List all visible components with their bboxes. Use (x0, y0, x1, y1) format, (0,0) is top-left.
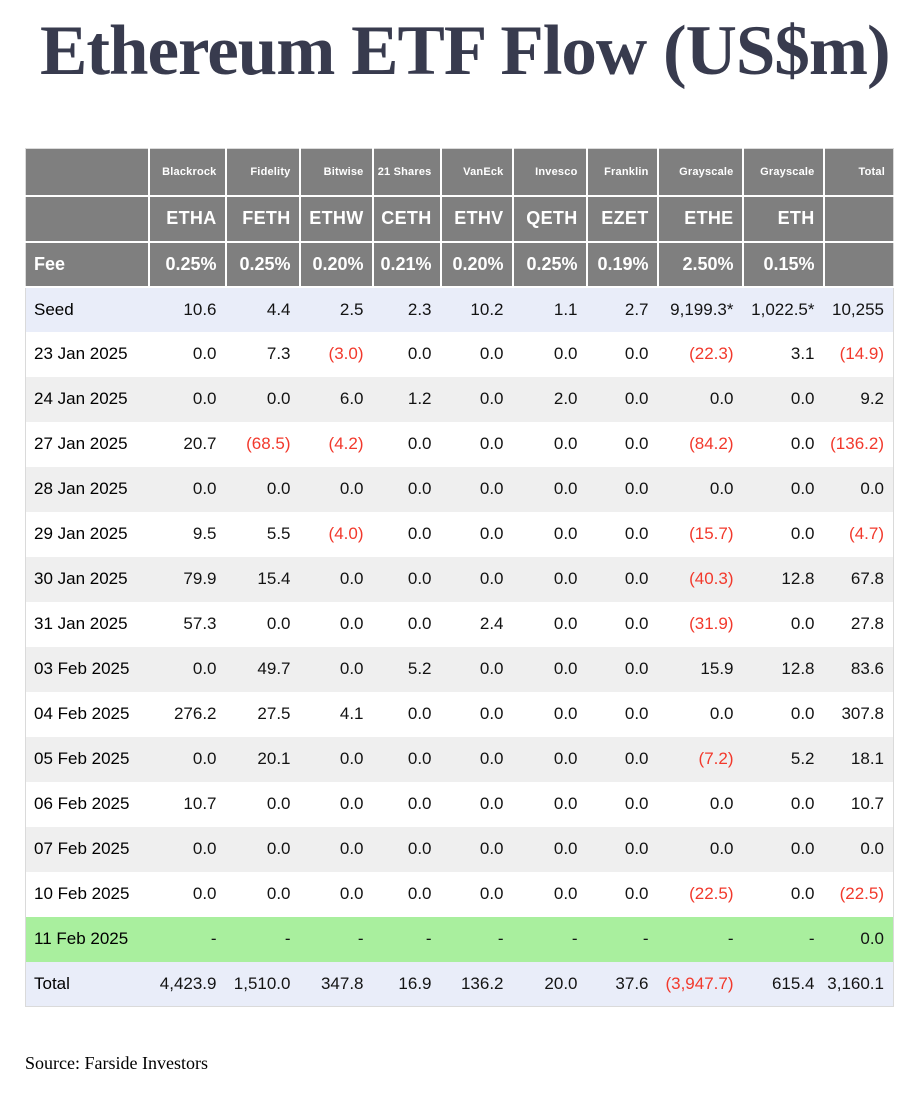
row-label: 24 Jan 2025 (34, 389, 128, 409)
cell-value: 0.0 (553, 614, 578, 634)
fee-value: 0.15% (743, 242, 824, 287)
cell-value: 0.0 (479, 569, 504, 589)
cell-value: 0.0 (407, 524, 432, 544)
cell-value: 0.0 (709, 479, 734, 499)
cell-value: 0.0 (553, 749, 578, 769)
ticker-label: CETH (373, 196, 441, 242)
cell-value: 0.0 (624, 389, 649, 409)
cell-value: 0.0 (479, 794, 504, 814)
cell-value: 0.0 (790, 389, 815, 409)
row-label: Seed (34, 299, 74, 319)
cell-value: 0.0 (266, 389, 291, 409)
cell-value: 27.5 (257, 704, 291, 724)
fee-value: 0.20% (441, 242, 513, 287)
corner-cell (26, 149, 149, 196)
cell-value: 0.0 (407, 749, 432, 769)
cell-value: 5.5 (266, 524, 291, 544)
table-row (26, 377, 894, 422)
issuer-label: 21 Shares (373, 149, 441, 196)
cell-value: (7.2) (698, 749, 734, 769)
cell-value: 10.2 (470, 299, 504, 319)
row-label: 30 Jan 2025 (34, 569, 128, 589)
cell-value: 0.0 (553, 524, 578, 544)
cell-value: (3.0) (328, 344, 364, 364)
cell-value: 10.6 (183, 299, 217, 319)
cell-value: 0.0 (553, 344, 578, 364)
cell-value: 5.2 (407, 659, 432, 679)
fee-value: 0.25% (226, 242, 300, 287)
cell-value: (15.7) (689, 524, 734, 544)
row-label: 03 Feb 2025 (34, 659, 130, 679)
table-row (26, 782, 894, 827)
cell-value: 49.7 (257, 659, 291, 679)
cell-value: 0.0 (479, 884, 504, 904)
cell-value: 9.2 (860, 389, 884, 409)
cell-value: 15.9 (700, 659, 734, 679)
cell-value: 136.2 (460, 973, 504, 993)
ticker-label: EZET (587, 196, 658, 242)
table-row (26, 287, 894, 332)
cell-value: 0.0 (192, 884, 217, 904)
cell-value: 0.0 (192, 839, 217, 859)
table-body (26, 287, 894, 1007)
cell-value: (4.7) (849, 524, 884, 544)
cell-value: 20.1 (257, 749, 291, 769)
issuer-label: Blackrock (149, 149, 226, 196)
cell-value: 15.4 (257, 569, 291, 589)
cell-value: 0.0 (266, 794, 291, 814)
cell-value: 0.0 (790, 614, 815, 634)
row-label: 29 Jan 2025 (34, 524, 128, 544)
fee-value: 0.19% (587, 242, 658, 287)
cell-value: - (357, 929, 364, 949)
cell-value: 0.0 (790, 794, 815, 814)
cell-value: (22.5) (689, 884, 734, 904)
cell-value: 0.0 (479, 389, 504, 409)
fee-row-label: Fee (26, 242, 149, 287)
cell-value: 0.0 (553, 884, 578, 904)
cell-value: 0.0 (553, 479, 578, 499)
cell-value: 16.9 (398, 973, 432, 993)
issuer-label: Grayscale (658, 149, 743, 196)
cell-value: 9.5 (192, 524, 217, 544)
cell-value: 0.0 (624, 794, 649, 814)
cell-value: 0.0 (407, 614, 432, 634)
cell-value: (40.3) (689, 569, 734, 589)
table-row (26, 422, 894, 467)
cell-value: 0.0 (192, 389, 217, 409)
row-label: 11 Feb 2025 (34, 929, 129, 949)
cell-value: 0.0 (479, 839, 504, 859)
cell-value: 2.7 (624, 299, 649, 319)
cell-value: 4,423.9 (159, 973, 217, 993)
row-label: 28 Jan 2025 (34, 479, 128, 499)
page-title: Ethereum ETF Flow (US$m) (40, 12, 890, 90)
cell-value: 12.8 (781, 569, 815, 589)
cell-value: 0.0 (624, 344, 649, 364)
cell-value: 0.0 (407, 839, 432, 859)
cell-value: - (284, 929, 291, 949)
total-header-label: Total (824, 149, 894, 196)
row-label: Total (34, 973, 70, 993)
issuer-label: Franklin (587, 149, 658, 196)
row-label: 05 Feb 2025 (34, 749, 130, 769)
cell-value: 0.0 (709, 794, 734, 814)
cell-value: 83.6 (850, 659, 884, 679)
cell-value: - (808, 929, 815, 949)
table-row (26, 647, 894, 692)
ticker-label: FETH (226, 196, 300, 242)
fee-value: 0.25% (513, 242, 587, 287)
cell-value: 79.9 (183, 569, 217, 589)
cell-value: 0.0 (860, 839, 884, 859)
fee-header-row (26, 242, 894, 287)
cell-value: 0.0 (790, 884, 815, 904)
cell-value: 0.0 (624, 704, 649, 724)
cell-value: 0.0 (624, 659, 649, 679)
cell-value: 307.8 (841, 704, 884, 724)
cell-value: 0.0 (407, 704, 432, 724)
cell-value: 0.0 (553, 434, 578, 454)
cell-value: 0.0 (624, 434, 649, 454)
cell-value: 0.0 (479, 434, 504, 454)
cell-value: 0.0 (624, 569, 649, 589)
cell-value: 0.0 (860, 479, 884, 499)
ticker-header-row (26, 196, 894, 242)
cell-value: 0.0 (339, 884, 364, 904)
cell-value: (4.0) (328, 524, 364, 544)
table-row (26, 737, 894, 782)
cell-value: 0.0 (860, 929, 884, 949)
cell-value: 67.8 (850, 569, 884, 589)
cell-value: 4.1 (339, 704, 364, 724)
etf-flow-table (25, 148, 894, 1007)
empty-cell (824, 242, 894, 287)
ticker-label: ETHA (149, 196, 226, 242)
cell-value: 37.6 (615, 973, 649, 993)
issuer-label: Grayscale (743, 149, 824, 196)
cell-value: 3,160.1 (827, 973, 884, 993)
cell-value: 0.0 (266, 614, 291, 634)
table-row (26, 467, 894, 512)
cell-value: 0.0 (192, 479, 217, 499)
cell-value: 0.0 (479, 704, 504, 724)
cell-value: 347.8 (320, 973, 364, 993)
ticker-label: QETH (513, 196, 587, 242)
table-row (26, 557, 894, 602)
row-label: 04 Feb 2025 (34, 704, 130, 724)
cell-value: 0.0 (709, 704, 734, 724)
cell-value: 0.0 (339, 614, 364, 634)
table-row (26, 692, 894, 737)
cell-value: 0.0 (790, 479, 815, 499)
cell-value: 0.0 (407, 344, 432, 364)
table-header (26, 149, 894, 287)
cell-value: 20.7 (183, 434, 217, 454)
empty-cell (824, 196, 894, 242)
cell-value: 0.0 (407, 884, 432, 904)
cell-value: (68.5) (246, 434, 291, 454)
cell-value: 0.0 (790, 704, 815, 724)
cell-value: 0.0 (407, 794, 432, 814)
cell-value: 1.2 (407, 389, 432, 409)
cell-value: 0.0 (339, 659, 364, 679)
fee-value: 0.21% (373, 242, 441, 287)
row-label: 27 Jan 2025 (34, 434, 128, 454)
cell-value: 0.0 (192, 659, 217, 679)
cell-value: 0.0 (553, 704, 578, 724)
cell-value: - (727, 929, 734, 949)
cell-value: 7.3 (266, 344, 291, 364)
row-label: 07 Feb 2025 (34, 839, 130, 859)
cell-value: 0.0 (790, 434, 815, 454)
ticker-label: ETH (743, 196, 824, 242)
cell-value: 1.1 (553, 299, 578, 319)
cell-value: 10,255 (832, 299, 884, 319)
cell-value: 10.7 (183, 794, 217, 814)
cell-value: 0.0 (624, 614, 649, 634)
fee-value: 0.20% (300, 242, 373, 287)
cell-value: 2.4 (479, 614, 504, 634)
cell-value: (14.9) (839, 344, 884, 364)
table-row (26, 602, 894, 647)
cell-value: 0.0 (709, 839, 734, 859)
table-row (26, 332, 894, 377)
cell-value: (84.2) (689, 434, 734, 454)
table-row (26, 962, 894, 1007)
cell-value: 0.0 (479, 524, 504, 544)
cell-value: 0.0 (339, 794, 364, 814)
cell-value: 0.0 (192, 344, 217, 364)
cell-value: 9,199.3* (670, 299, 734, 319)
cell-value: 2.3 (407, 299, 432, 319)
table-row (26, 827, 894, 872)
fee-value: 2.50% (658, 242, 743, 287)
cell-value: 1,022.5* (751, 299, 815, 319)
cell-value: 0.0 (624, 839, 649, 859)
cell-value: 0.0 (624, 524, 649, 544)
row-label: 10 Feb 2025 (34, 884, 130, 904)
cell-value: 0.0 (479, 344, 504, 364)
cell-value: 0.0 (624, 479, 649, 499)
cell-value: 0.0 (553, 569, 578, 589)
table-row (26, 872, 894, 917)
fee-value: 0.25% (149, 242, 226, 287)
issuer-label: Fidelity (226, 149, 300, 196)
row-label: 06 Feb 2025 (34, 794, 130, 814)
cell-value: 1,510.0 (233, 973, 291, 993)
cell-value: 0.0 (624, 749, 649, 769)
row-label: 31 Jan 2025 (34, 614, 128, 634)
cell-value: (3,947.7) (665, 973, 734, 993)
cell-value: (31.9) (689, 614, 734, 634)
cell-value: 0.0 (479, 749, 504, 769)
source-attribution: Source: Farside Investors (25, 1053, 208, 1074)
cell-value: 0.0 (553, 839, 578, 859)
cell-value: 0.0 (266, 839, 291, 859)
cell-value: 0.0 (339, 839, 364, 859)
issuer-label: VanEck (441, 149, 513, 196)
cell-value: 57.3 (183, 614, 217, 634)
cell-value: 0.0 (266, 479, 291, 499)
cell-value: 6.0 (339, 389, 364, 409)
cell-value: 2.0 (553, 389, 578, 409)
cell-value: (22.5) (839, 884, 884, 904)
cell-value: 27.8 (850, 614, 884, 634)
cell-value: (136.2) (830, 434, 884, 454)
cell-value: 5.2 (790, 749, 815, 769)
cell-value: - (425, 929, 432, 949)
corner-cell (26, 196, 149, 242)
row-label: 23 Jan 2025 (34, 344, 128, 364)
cell-value: 0.0 (339, 479, 364, 499)
cell-value: 0.0 (790, 839, 815, 859)
cell-value: 18.1 (850, 749, 884, 769)
cell-value: 276.2 (173, 704, 217, 724)
cell-value: 0.0 (407, 479, 432, 499)
issuer-label: Invesco (513, 149, 587, 196)
cell-value: 0.0 (790, 524, 815, 544)
cell-value: 0.0 (407, 434, 432, 454)
cell-value: - (571, 929, 578, 949)
cell-value: 0.0 (407, 569, 432, 589)
cell-value: 0.0 (266, 884, 291, 904)
ticker-label: ETHE (658, 196, 743, 242)
cell-value: (4.2) (328, 434, 364, 454)
cell-value: 4.4 (266, 299, 291, 319)
issuer-label: Bitwise (300, 149, 373, 196)
table-row (26, 917, 894, 962)
cell-value: 0.0 (192, 749, 217, 769)
cell-value: - (497, 929, 504, 949)
cell-value: 20.0 (544, 973, 578, 993)
cell-value: 0.0 (624, 884, 649, 904)
cell-value: - (210, 929, 217, 949)
cell-value: 0.0 (479, 479, 504, 499)
cell-value: 2.5 (339, 299, 364, 319)
issuer-header-row (26, 149, 894, 196)
ticker-label: ETHV (441, 196, 513, 242)
cell-value: 615.4 (771, 973, 815, 993)
cell-value: 0.0 (553, 659, 578, 679)
cell-value: - (642, 929, 649, 949)
cell-value: (22.3) (689, 344, 734, 364)
cell-value: 10.7 (850, 794, 884, 814)
cell-value: 12.8 (781, 659, 815, 679)
cell-value: 0.0 (479, 659, 504, 679)
cell-value: 0.0 (709, 389, 734, 409)
ticker-label: ETHW (300, 196, 373, 242)
cell-value: 0.0 (553, 794, 578, 814)
cell-value: 0.0 (339, 749, 364, 769)
cell-value: 3.1 (790, 344, 815, 364)
cell-value: 0.0 (339, 569, 364, 589)
table-row (26, 512, 894, 557)
